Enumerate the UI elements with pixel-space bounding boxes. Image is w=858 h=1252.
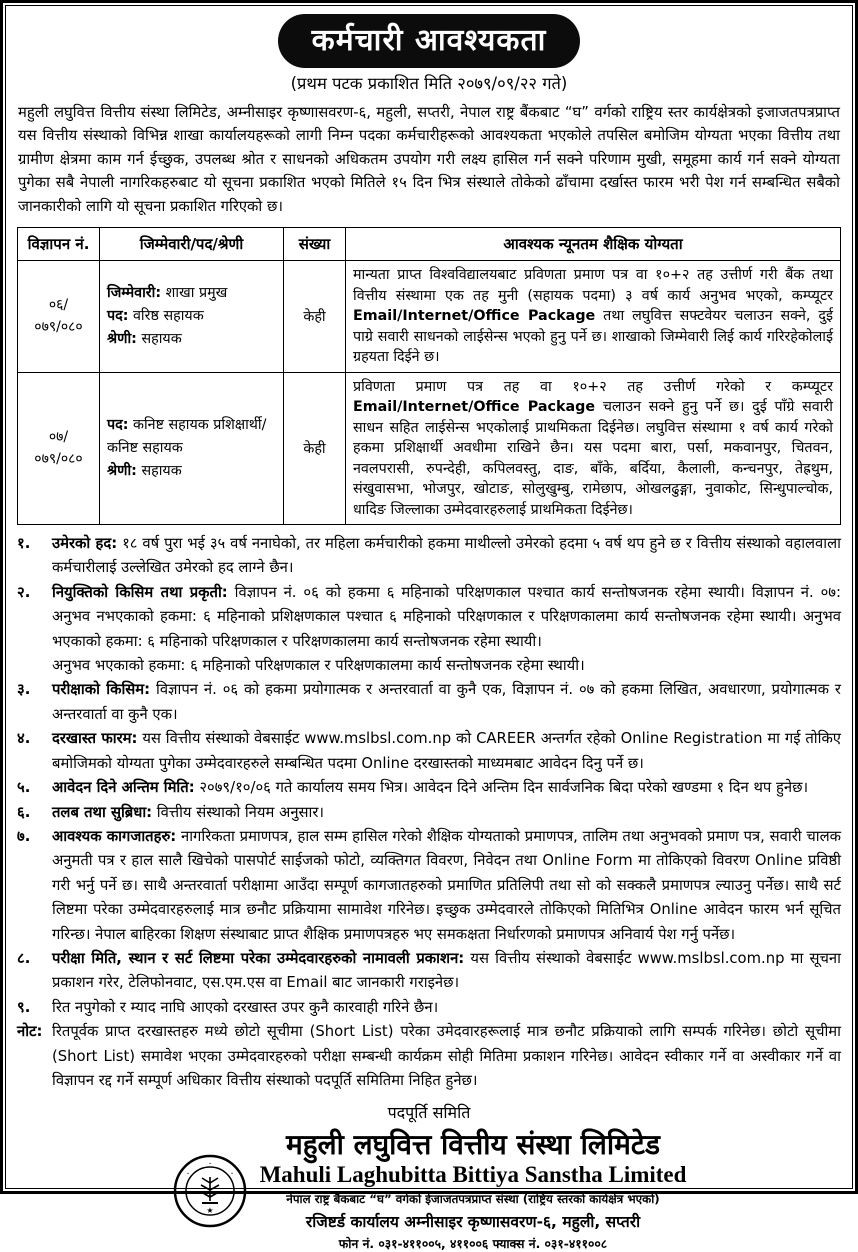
- count-cell: केही: [284, 261, 346, 373]
- publish-date-line: (प्रथम पटक प्रकाशित मिति २०७९/०९/२२ गते): [290, 74, 568, 93]
- count-cell: केही: [284, 372, 346, 525]
- list-item: १. उमेरको हद: १८ वर्ष पुरा भई ३५ वर्ष ननाघेको, तर महिला कर्मचारीको हकमा माथील्लो उमेरको हदमा ५ वर्ष थप हुने छ र वित्तीय संस्थाको वहालवाला कर्मचारीलाई उल्लेखित उमेरको हद लाग्ने छैन।: [17, 535, 841, 577]
- list-item: ५. आवेदन दिने अन्तिम मिति: २०७९/१०/०६ गते कार्यालय समय भित्र। आवेदन दिने अन्तिम दिन सार्वजनिक बिदा परेको खण्डमा १ दिन थप हुनेछ।: [17, 779, 809, 797]
- list-item: ९. रित नपुगेको र म्याद नाघि आएको दरखास्त उपर कुनै कारवाही गरिने छैन।: [17, 998, 439, 1016]
- col-header-position: जिम्मेवारी/पद/श्रेणी: [100, 228, 284, 261]
- organization-seal-logo: [172, 1153, 248, 1229]
- col-header-qualification: आवश्यक न्यूनतम शैक्षिक योग्यता: [346, 228, 841, 261]
- list-item: ७. आवश्यक कागजातहरु: नागरिकता प्रमाणपत्र, हाल सम्म हासिल गरेको शैक्षिक योग्यताको प्रमाणपत्र, तालिम तथा अनुभवको प्रमाण पत्र, सवारी चालक अनुमती पत्र र हाल सालै खिचेको पासपोर्ट साईजको फोटो, व्यक्तिगत विवरण, निवेदन तथा Online Form मा तोकिएको विवरण Online प्रविष्ठी गरी भर्नु पर्ने छ। साथै अन्तरवार्ता परीक्षामा आउँदा सम्पूर्ण कागजातहरुको प्रमाणित प्रतिलिपी तथा सो को सक्कलै प्रमाणपत्र ल्याउनु पर्नेछ। साथै सर्ट लिष्टमा परेका उम्मेदवारहरुलाई मात्र छनौट प्रक्रियामा सामावेश गरिनेछ। इच्छुक उम्मेदवारले तोकिएको मितिभित्र Online आवेदन फारम भर्न सूचित गरिन्छ। नेपाल बाहिरका शिक्षण संस्थाबाट प्राप्त शैक्षिक प्रमाणपत्रहरु भए समकक्षता निर्धारणको प्रमाणपत्र अनिवार्य पेश गर्नु पर्नेछ।: [17, 827, 841, 943]
- intro-paragraph: महुली लघुवित्त वित्तीय संस्था लिमिटेड, अम्नीसाइर कृष्णासवरण-६, महुली, सप्तरी, नेपाल राष्ट्र बैंकबाट “घ” वर्गको राष्ट्रिय स्तर कार्यक्षेत्रको इजाजतपत्रप्राप्त यस वित्तीय संस्थाको विभिन्न शाखा कार्यालयहरूको लागी निम्न पदका कर्मचारीहरूको आवश्यकता भएकोले तपसिल बमोजिम योग्यता भएका वित्तीय तथा ग्रामीण क्षेत्रमा काम गर्न ईच्छुक, उपलब्ध श्रोत र साधनको अधिकतम उपयोग गरी लक्ष्य हासिल गर्न सक्ने परिणाम मुखी, समूहमा कार्य गर्न सक्ने योग्यता पुगेका सबै नेपाली नागरिकहरुबाट यो सूचना प्रकाशित भएको मितिले १५ दिन भित्र संस्थाले तोकेको ढाँचामा दर्खास्त फारम भरी पेश गर्न सम्बन्धित सबैको जानकारीको लागि यो सूचना प्रकाशित गरिएको छ।: [18, 104, 840, 215]
- table-row: [18, 372, 841, 525]
- list-item-note: नोट: रितपूर्वक प्राप्त दरखास्तहरु मध्ये छोटो सूचीमा (Short List) परेका उमेदवारहरूलाई मात्र छनौट प्रक्रियाको लागि सम्पर्क गरिनेछ। छोटो सूचीमा (Short List) समावेश भएका उम्मेदवारहरुको परीक्षा सम्बन्धी कार्यक्रम सोही मितिमा प्रकाशन गरिनेछ। आवेदन स्वीकार गर्ने वा अस्वीकार गर्ने वा विज्ञापन रद्द गर्ने सम्पूर्ण अधिकार वित्तीय संस्थाको पदपूर्ति समितिमा निहित हुनेछ।: [17, 1023, 841, 1089]
- svg-text:•: •: [186, 1170, 189, 1176]
- svg-text:•: •: [230, 1170, 233, 1176]
- license-line: नेपाल राष्ट्र बैंकबाट “घ” वर्गको ईजाजतपत्रप्राप्त संस्था (राष्ट्रिय स्तरको कार्यक्षेत्र भएको): [286, 1192, 660, 1207]
- svg-text:★: ★: [205, 1205, 214, 1215]
- qualification-cell: प्रविणता प्रमाण पत्र तह वा १०+२ तह उत्तीर्ण गरेको र कम्प्यूटर Email/Internet/Office Package चलाउन सक्ने हुनु पर्ने छ। दुई पाँग्रे सवारी साधन सहित लाईसेन्स भएकोलाई प्राथमिकता दिईनेछ। लघुवित्त संस्थामा १ वर्ष कार्य गरेको हकमा प्रशिक्षार्थी अवधीमा राखिने छैन। यस पदमा बारा, पर्सा, मकवानपुर, चितवन, नवलपरासी, रुपन्देही, कपिलवस्तु, दाङ, बाँके, बर्दिया, कैलाली, कन्चनपुर, तेह्रथुम, संखुवासभा, भोजपुर, खोटाङ, सोलुखुम्बु, रामेछाप, ओखलढुङ्गा, नुवाकोट, सिन्धुपाल्चोक, धादिङ जिल्लाका उम्मेदवारहरुलाई प्राथमिकता दिईनेछ।: [346, 372, 841, 525]
- position-cell: पद: कनिष्ट सहायक प्रशिक्षार्थी/कनिष्ट सहायक श्रेणी: सहायक: [100, 372, 284, 525]
- notice-title: कर्मचारी आवश्यकता: [278, 14, 581, 68]
- organization-name-english: Mahuli Laghubitta Bittiya Sanstha Limited: [259, 1162, 687, 1188]
- col-header-count: संख्या: [284, 228, 346, 261]
- phone-fax-line: फोन नं. ०३१-४११००५, ४११००६ फ्याक्स नं. ०३१-४११००८: [338, 1237, 608, 1252]
- organization-name-nepali: महुली लघुवित्त वित्तीय संस्था लिमिटेड: [286, 1128, 660, 1162]
- svg-text:•: •: [208, 1160, 211, 1166]
- col-header-ad-no: विज्ञापन नं.: [18, 228, 100, 261]
- list-item-subline: अनुभव भएकाको हकमा: ६ महिनाको परिक्षणकाल र परिक्षणकालमा कार्य सन्तोषजनक रहेमा स्थायी।: [52, 657, 585, 675]
- position-cell: जिम्मेवारी: शाखा प्रमुख पद: वरिष्ठ सहायक श्रेणी: सहायक: [100, 261, 284, 373]
- notice-sheet: [5, 5, 853, 1252]
- svg-text:•: •: [182, 1188, 185, 1194]
- organization-text-block: [260, 1129, 687, 1252]
- list-item: ४. दरखास्त फारम: यस वित्तीय संस्थाको वेबसाईट www.mslbsl.com.np को CAREER अन्तर्गत रहेको Online Registration मा गई तोकिए बमोजिमको योग्यता पुगेका उम्मेदवारहरुले सम्बन्धित पदमा Online दरखास्तको माध्यमबाट आवेदन दिनु पर्ने छ।: [17, 730, 841, 772]
- table-header-row: [18, 228, 841, 261]
- table-row: [18, 261, 841, 373]
- vacancy-table: [17, 227, 841, 525]
- list-item: ६. तलब तथा सुब्रिधा: वित्तीय संस्थाको नियम अनुसार।: [17, 803, 325, 821]
- list-item: २. नियुक्तिको किसिम तथा प्रकृती: विज्ञापन नं. ०६ को हकमा ६ महिनाको परिक्षणकाल पश्चात कार्य सन्तोषजनक रहेमा स्थायी। विज्ञापन नं. ०७: अनुभव नभएकाको हकमा: ६ महिनाको प्रशिक्षणकाल पश्चात ६ महिनाको परिक्षणकाल र परिक्षणकालमा कार्य सन्तोषजनक रहेमा स्थायी। अनुभव भएकाको हकमा: ६ महिनाको परिक्षणकाल र परिक्षणकालमा कार्य सन्तोषजनक रहेमा स्थायी। अनुभव भएकाको हकमा: ६ महिनाको परिक्षणकाल र परिक्षणकालमा कार्य सन्तोषजनक रहेमा स्थायी।: [17, 581, 841, 679]
- list-item: ८. परीक्षा मिति, स्थान र सर्ट लिष्टमा परेका उम्मेदवारहरुको नामावली प्रकाशन: यस वित्तीय संस्थाको वेबसाईट www.mslbsl.com.np मा सूचना प्रकाशन गरेर, टेलिफोनवाट, एस.एम.एस वा Email बाट जानकारी गराइनेछ।: [17, 949, 841, 992]
- qualification-cell: मान्यता प्राप्त विश्वविद्यालयबाट प्रविणता प्रमाण पत्र वा १०+२ तह उत्तीर्ण गरी बैंक तथा वित्तीय संस्थामा एक तह मुनी (सहायक पदमा) ३ वर्ष कार्य अनुभव भएको, कम्प्यूटर Email/Internet/Office Package तथा लघुवित्त सफ्टवेयर चलाउन सक्ने, दुई पाग्रे सवारी साधनको लाईसेन्स भएको हुनु पर्ने छ। शाखाको जिम्मेवारी लिई कार्य गरिरहेकोलाई ग्रहयता दिईने छ।: [346, 261, 841, 373]
- ad-number-cell: ०६/ ०७९/०८०: [18, 261, 100, 373]
- svg-text:•: •: [234, 1188, 237, 1194]
- ad-number-cell: ०७/ ०७९/०८०: [18, 372, 100, 525]
- committee-label: पदपूर्ति समिति: [387, 1103, 471, 1123]
- conditions-list: [17, 532, 841, 1093]
- registered-office-line: रजिष्टर्ड कार्यालय अम्नीसाइर कृष्णासवरण-६, महुली, सप्तरी: [305, 1213, 641, 1232]
- organization-letterhead: [17, 1129, 841, 1252]
- list-item: ३. परीक्षाको किसिम: विज्ञापन नं. ०६ को हकमा प्रयोगात्मक र अन्तरवार्ता वा कुनै एक, विज्ञापन नं. ०७ को हकमा लिखित, अवधारणा, प्रयोगात्मक र अन्तरवार्ता वा कुनै एक।: [17, 681, 841, 723]
